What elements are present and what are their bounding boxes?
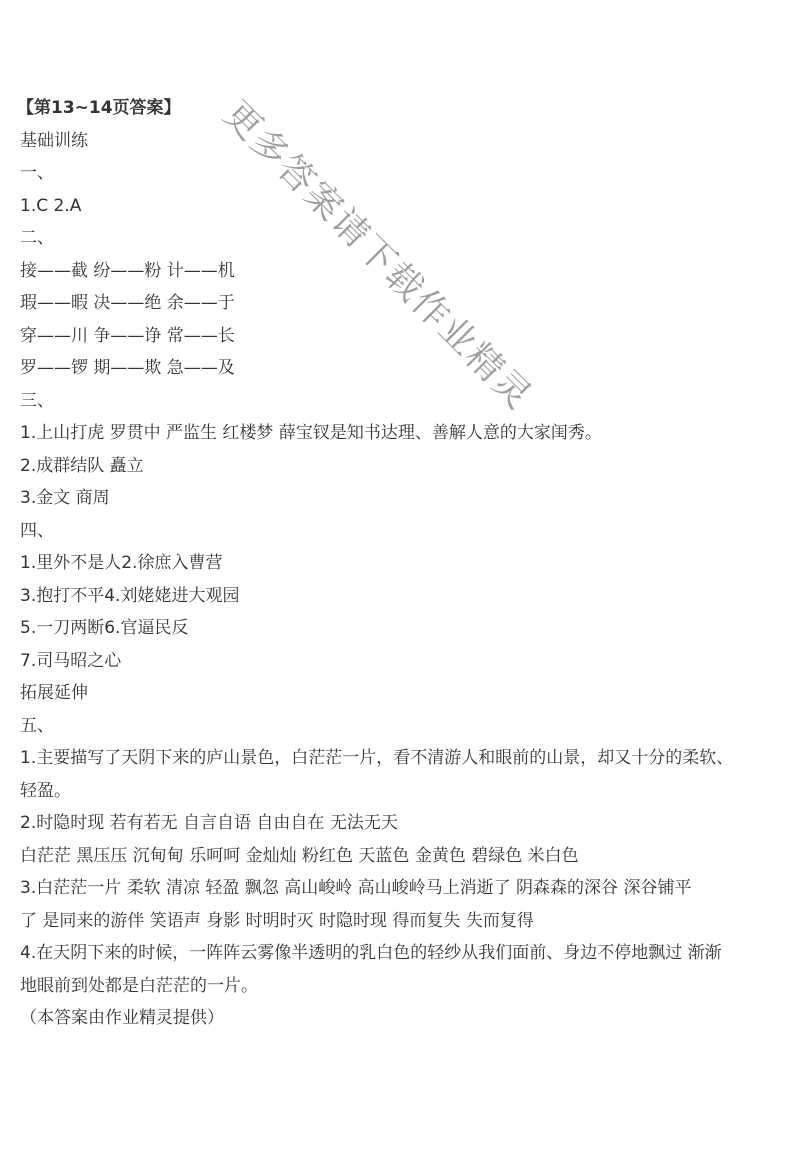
part-heading-2: 二、	[20, 228, 54, 248]
answer-line: 地眼前到处都是白茫茫的一片。	[20, 975, 258, 996]
section-label-basic-training: 基础训练	[20, 130, 88, 151]
answer-line: 接——截 纷——粉 计——机	[20, 260, 235, 281]
answer-line: 白茫茫 黑压压 沉甸甸 乐呵呵 金灿灿 粉红色 天蓝色 金黄色 碧绿色 米白色	[20, 845, 579, 866]
part-heading-1: 一、	[20, 163, 54, 183]
page-title: 【第13~14页答案】	[17, 98, 181, 118]
answer-line: 1.主要描写了天阴下来的庐山景色，白茫茫一片，看不清游人和眼前的山景，却又十分的柔软、	[20, 748, 734, 768]
section-label-extension: 拓展延伸	[20, 683, 88, 703]
answer-line: 瑕——暇 决——绝 余——于	[20, 293, 235, 313]
answer-line: 3.白茫茫一片 柔软 清凉 轻盈 飘忽 高山峻岭 高山峻岭马上消逝了 阴森森的深谷 深谷铺平	[20, 878, 692, 898]
answer-line: 2.成群结队 矗立	[20, 455, 144, 476]
answer-line: 7.司马昭之心	[20, 650, 122, 671]
answer-line: 4.在天阴下来的时候，一阵阵云雾像半透明的乳白色的轻纱从我们面前、身边不停地飘过 渐渐	[20, 943, 722, 963]
part-heading-5: 五、	[20, 715, 54, 736]
part-heading-4: 四、	[20, 520, 54, 541]
answer-line: 5.一刀两断6.官逼民反	[20, 618, 189, 638]
answer-line: 穿——川 争——诤 常——长	[20, 325, 235, 346]
answer-line: 1.C 2.A	[20, 195, 82, 216]
answer-line: 2.时隐时现 若有若无 自言自语 自由自在 无法无天	[20, 813, 398, 833]
footer-credit: （本答案由作业精灵提供）	[20, 1008, 224, 1028]
answer-line: 3.金文 商周	[20, 488, 110, 508]
answer-line: 3.抱打不平4.刘姥姥进大观园	[20, 585, 240, 606]
answer-line: 1.里外不是人2.徐庶入曹营	[20, 553, 223, 573]
answer-document	[17, 92, 790, 1035]
watermark-text: 更多答案请下载作业精灵	[215, 93, 540, 419]
answer-line: 罗——锣 期——欺 急——及	[20, 358, 235, 378]
answer-line: 了 是同来的游伴 笑语声 身影 时明时灭 时隐时现 得而复失 失而复得	[20, 910, 534, 931]
answer-line: 轻盈。	[20, 780, 71, 801]
answer-line: 1.上山打虎 罗贯中 严监生 红楼梦 薛宝钗是知书达理、善解人意的大家闺秀。	[20, 423, 602, 443]
part-heading-3: 三、	[20, 390, 54, 411]
